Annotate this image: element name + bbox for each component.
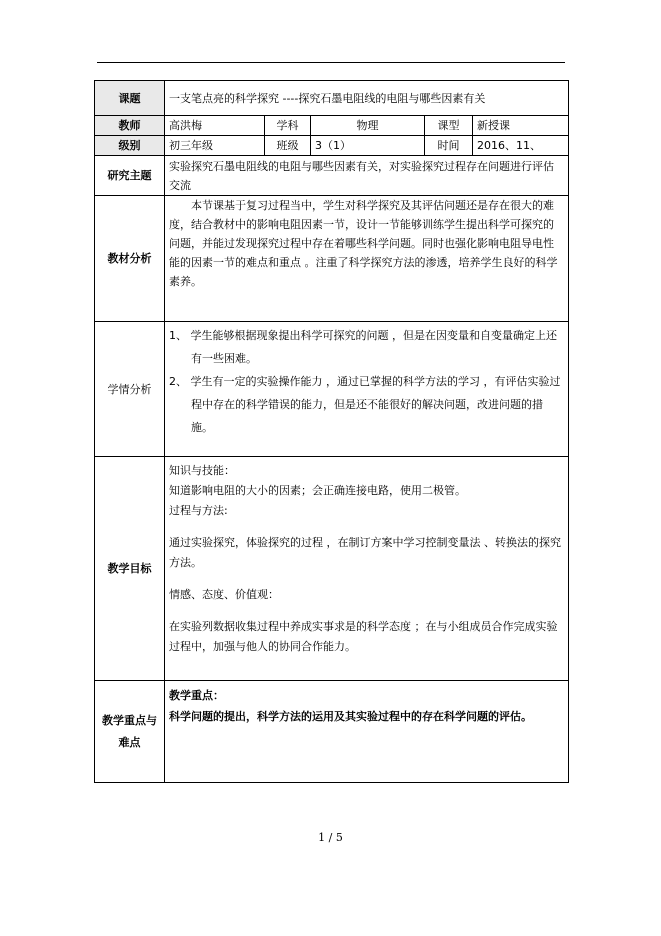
label-material: 教材分析 — [95, 196, 165, 322]
key-title: 教学重点： — [169, 689, 224, 702]
goals-process-title: 过程与方法: — [169, 504, 228, 517]
row-material — [95, 196, 569, 322]
goals-emotion-title: 情感、态度、价值观： — [169, 588, 279, 601]
topic-value: 一支笔点亮的科学探究 ----探究石墨电阻线的电阻与哪些因素有关 — [165, 81, 569, 116]
row-students — [95, 322, 569, 457]
label-type: 课型 — [425, 116, 473, 136]
students-cell — [165, 322, 569, 457]
students-item-1: 1、 学生能够根据现象提出科学可探究的问题 ，但是在因变量和自变量确定上还有一些困难。 — [169, 329, 557, 365]
subject-value: 物理 — [311, 116, 425, 136]
students-item-2: 2、 学生有一定的实验操作能力 ，通过已掌握的科学方法的学习 ，有评估实验过程中存在的科学错误的能力，但是还不能很好的解决问题，改进问题的措施。 — [169, 375, 561, 434]
label-class: 班级 — [265, 136, 311, 156]
lesson-plan-table — [94, 80, 569, 783]
teacher-name: 高洪梅 — [165, 116, 265, 136]
label-teacher: 教师 — [95, 116, 165, 136]
research-value: 实验探究石墨电阻线的电阻与哪些因素有关，对实验探究过程存在问题进行评估交流 — [165, 156, 569, 196]
label-goals: 教学目标 — [95, 457, 165, 681]
header-rule — [97, 62, 565, 63]
label-research: 研究主题 — [95, 156, 165, 196]
row-grade — [95, 136, 569, 156]
label-key: 教学重点与难点 — [95, 681, 165, 783]
goals-cell — [165, 457, 569, 681]
key-text: 科学问题的提出，科学方法的运用及其实验过程中的存在科学问题的评估。 — [169, 710, 532, 723]
material-cell — [165, 196, 569, 322]
key-cell — [165, 681, 569, 783]
type-value: 新授课 — [473, 116, 569, 136]
goals-knowledge: 知道影响电阻的大小的因素；会正确连接电路，使用二极管。 — [169, 484, 466, 497]
label-subject: 学科 — [265, 116, 311, 136]
label-students: 学情分析 — [95, 322, 165, 457]
label-topic: 课题 — [95, 81, 165, 116]
material-text: 本节课基于复习过程当中，学生对科学探究及其评估问题还是存在很大的难度，结合教材中的影响电阻因素一节，设计一节能够训练学生提出科学可探究的问题，并能过发现探究过程中存在着哪些科学问题。同时也强化影响电阻导电性能的因素一节的难点和重点 。注重了科学探究方法的渗透，培养学生良好的科学素养。 — [169, 199, 558, 288]
row-teacher — [95, 116, 569, 136]
label-time: 时间 — [425, 136, 473, 156]
grade-value: 初三年级 — [165, 136, 265, 156]
time-value: 2016、11、 — [473, 136, 569, 156]
class-value: 3（1） — [311, 136, 425, 156]
goals-emotion: 在实验列数据收集过程中养成实事求是的科学态度 ；在与小组成员合作完成实验过程中，加强与他人的协同合作能力。 — [169, 620, 558, 653]
goals-process: 通过实验探究，体验探究的过程 ，在制订方案中学习控制变量法 、转换法的探究方法。 — [169, 536, 561, 569]
row-goals — [95, 457, 569, 681]
row-topic — [95, 81, 569, 116]
row-key — [95, 681, 569, 783]
label-grade: 级别 — [95, 136, 165, 156]
goals-knowledge-title: 知识与技能： — [169, 464, 235, 477]
row-research — [95, 156, 569, 196]
page-number: 1 / 5 — [318, 831, 343, 844]
